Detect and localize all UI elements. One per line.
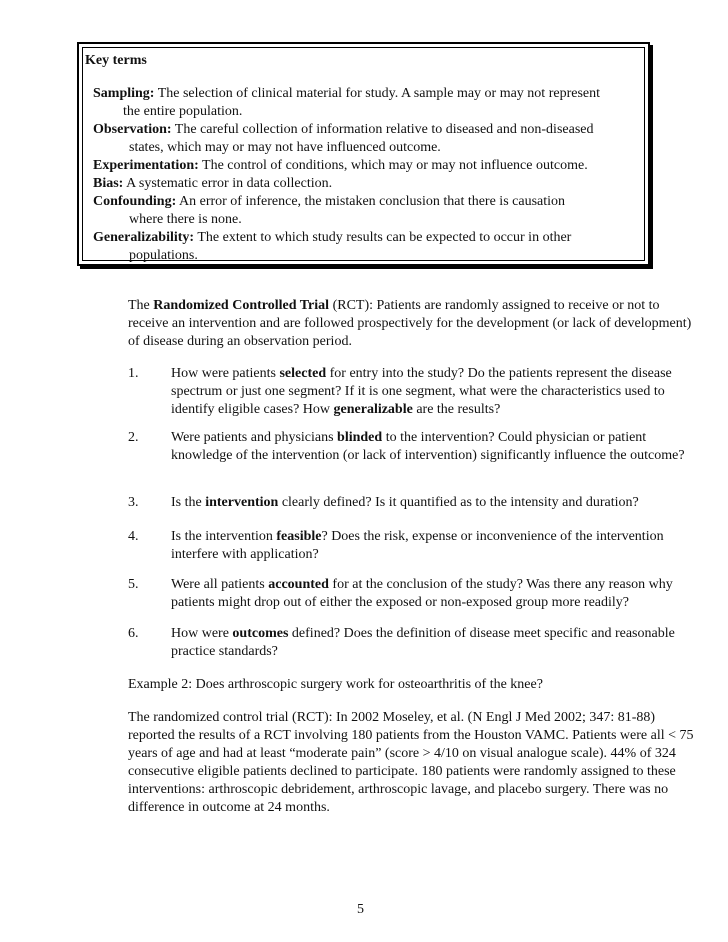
question-3 bbox=[171, 494, 696, 512]
question-text: Were patients and physicians bbox=[171, 430, 338, 445]
definition-text: The selection of clinical material for study. A sample may or may not represent bbox=[154, 86, 601, 101]
question-keyword: intervention bbox=[205, 495, 279, 510]
question-text: Is the bbox=[171, 495, 206, 510]
definition-continuation: populations. bbox=[129, 248, 198, 263]
question-number: 6. bbox=[128, 626, 139, 641]
question-text: How were patients bbox=[171, 366, 280, 381]
question-text: to the intervention? Could physician or patient knowledge of the intervention (or lack of intervention) significantly influence the outcome? bbox=[171, 430, 685, 463]
definition-continuation: states, which may or may not have influenced outcome. bbox=[129, 140, 441, 155]
definition-sampling bbox=[93, 85, 633, 121]
definition-experimentation bbox=[93, 157, 633, 175]
question-text: defined? Does the definition of disease meet specific and reasonable practice standards? bbox=[171, 626, 675, 659]
term-label: Experimentation: bbox=[93, 158, 199, 173]
definition-confounding bbox=[93, 193, 633, 229]
definition-bias bbox=[93, 175, 633, 193]
question-text: ? Does the risk, expense or inconvenience of the intervention interfere with application? bbox=[171, 529, 664, 562]
question-1 bbox=[171, 365, 696, 419]
question-number: 5. bbox=[128, 577, 139, 592]
rct-intro-post: (RCT): Patients are randomly assigned to receive or not to receive an intervention and are followed prospectively for the development (or lack of development) of disease during an observation period. bbox=[128, 298, 692, 349]
question-keyword: accounted bbox=[268, 577, 329, 592]
question-keyword: feasible bbox=[276, 529, 322, 544]
term-label: Sampling: bbox=[93, 86, 155, 101]
question-keyword: blinded bbox=[337, 430, 383, 445]
question-text: How were bbox=[171, 626, 233, 641]
question-keyword: outcomes bbox=[232, 626, 289, 641]
definition-generalizability bbox=[93, 229, 633, 265]
question-text: clearly defined? Is it quantified as to the intensity and duration? bbox=[278, 495, 639, 510]
question-number: 1. bbox=[128, 366, 139, 381]
question-text: are the results? bbox=[412, 402, 501, 417]
term-label: Confounding: bbox=[93, 194, 177, 209]
definition-continuation: the entire population. bbox=[123, 104, 243, 119]
term-label: Generalizability: bbox=[93, 230, 195, 245]
question-2 bbox=[171, 429, 696, 465]
term-label: Observation: bbox=[93, 122, 172, 137]
example-paragraph: The randomized control trial (RCT): In 2002 Moseley, et al. (N Engl J Med 2002; 347: 81-88) reported the results of a RCT involving 180 patients from the Houston VAMC. Patients were all < 75 years of age and had at least “moderate pain” (score > 4/10 on visual analogue scale). 44% of 324 consecutive eligible patients declined to participate. 180 patients were randomly assigned to these interventions: arthroscopic debridement, arthroscopic lavage, and placebo surgery. There was no difference in outcome at 24 months. bbox=[128, 710, 694, 815]
question-text: for entry into the study? Do the patients represent the disease spectrum or just one segment? If it is one segment, what were the characteristics used to identify eligible cases? How bbox=[171, 366, 672, 417]
question-number: 3. bbox=[128, 495, 139, 510]
question-6 bbox=[171, 625, 696, 661]
definition-text: A systematic error in data collection. bbox=[123, 176, 333, 191]
example-title: Example 2: Does arthroscopic surgery work for osteoarthritis of the knee? bbox=[128, 677, 543, 692]
question-text: for at the conclusion of the study? Was there any reason why patients might drop out of either the exposed or non-exposed group more readily? bbox=[171, 577, 673, 610]
definition-text: The careful collection of information relative to diseased and non-diseased bbox=[171, 122, 594, 137]
question-keyword: generalizable bbox=[333, 402, 413, 417]
question-text: Is the intervention bbox=[171, 529, 277, 544]
question-4 bbox=[171, 528, 696, 564]
question-text: Were all patients bbox=[171, 577, 269, 592]
rct-intro-paragraph bbox=[128, 297, 698, 351]
question-keyword: selected bbox=[279, 366, 327, 381]
definition-observation bbox=[93, 121, 633, 157]
key-terms-title: Key terms bbox=[85, 53, 147, 68]
term-label: Bias: bbox=[93, 176, 124, 191]
definition-text: The control of conditions, which may or may not influence outcome. bbox=[198, 158, 588, 173]
rct-intro-pre: The bbox=[128, 298, 154, 313]
question-number: 4. bbox=[128, 529, 139, 544]
definition-text: The extent to which study results can be expected to occur in other bbox=[194, 230, 572, 245]
question-number: 2. bbox=[128, 430, 139, 445]
definition-continuation: where there is none. bbox=[129, 212, 242, 227]
question-5 bbox=[171, 576, 696, 612]
rct-intro-bold: Randomized Controlled Trial bbox=[153, 298, 330, 313]
definition-text: An error of inference, the mistaken conclusion that there is causation bbox=[176, 194, 566, 209]
page-number: 5 bbox=[357, 902, 364, 917]
